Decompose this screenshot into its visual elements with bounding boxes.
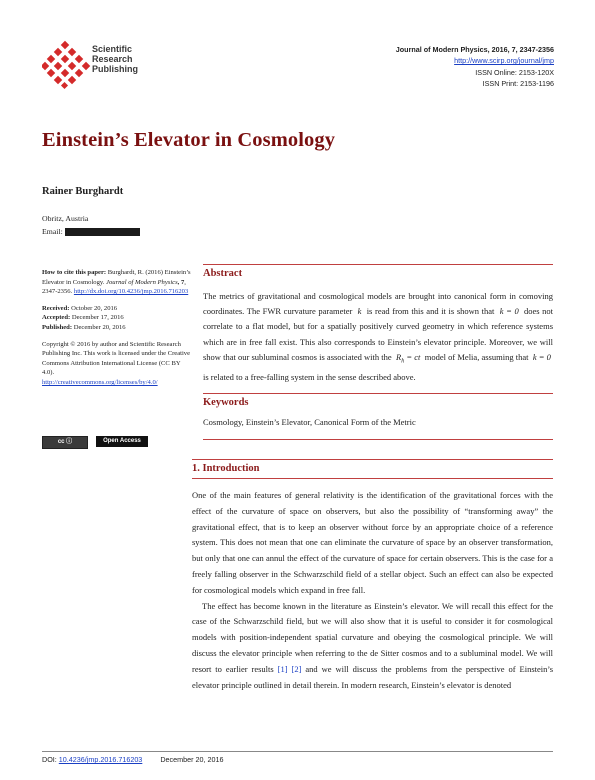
keywords-heading: Keywords	[203, 397, 249, 408]
received-label: Received:	[42, 304, 70, 312]
footer-date: December 20, 2016	[160, 755, 224, 764]
intro-paragraph-1: One of the main features of general relativity is the identification of the gravitational forces with the effect of the curvature of space on observers, but also the possibility of “transforming away” the gravitational effect, that is to keep an observer without force by an appropriate choice of a reference system. This does not mean that one can eliminate the curvature of space by an observer transformation, but only that one can annul the effect of the curvature of space for certain observers. This is the case for a freely falling observer in the Schwarzschild field of a stellar object. Such an effect can also be expected for cosmological models which expand in free fall.	[192, 490, 553, 595]
journal-url-link[interactable]: http://www.scirp.org/journal/jmp	[454, 56, 554, 66]
abstract-part-1: The metrics of gravitational and cosmological models are brought into canonical form in comoving coordinates. The FWR curvature parameter	[203, 291, 553, 317]
reference-2-link[interactable]: [2]	[291, 663, 302, 674]
publisher-line-1: Scientific	[92, 44, 133, 54]
cite-text: Burghardt, R. (2016) Einstein’s Elevator in Cosmology.	[42, 269, 191, 286]
cite-label: How to cite this paper:	[42, 269, 107, 276]
open-access-badge: Open Access	[96, 436, 148, 447]
accepted-date: December 17, 2016	[71, 314, 124, 322]
reference-1-link[interactable]: [1]	[277, 663, 288, 674]
intro-bottom-rule	[192, 478, 553, 479]
math-k: k	[357, 306, 362, 317]
license-link[interactable]: http://creativecommons.org/licenses/by/4.0/	[42, 378, 158, 386]
math-k-zero-2: k = 0	[532, 351, 551, 362]
copyright-block	[42, 340, 192, 388]
abstract-part-2: is read from this and it is shown that	[366, 306, 495, 317]
dates	[42, 304, 192, 333]
license-badges	[42, 436, 148, 454]
redacted-email	[65, 228, 140, 236]
published-label: Published:	[42, 323, 73, 331]
logo-diamond-icon	[42, 41, 90, 89]
cite-journal: Journal of Modern Physics	[106, 278, 178, 286]
publisher-line-2: Research	[92, 54, 133, 64]
abstract-top-rule	[203, 264, 553, 265]
intro-top-rule	[192, 459, 553, 460]
doi-link[interactable]: 10.4236/jmp.2016.716203	[58, 755, 143, 764]
abstract-heading: Abstract	[203, 268, 243, 279]
issn-online: ISSN Online: 2153-120X	[475, 67, 554, 77]
abstract-text	[203, 289, 553, 385]
publisher-line-3: Publishing	[92, 64, 138, 74]
abstract-part-4: model of Melia, assuming that	[424, 351, 529, 362]
footer-rule	[42, 751, 553, 752]
keywords-text: Cosmology, Einstein’s Elevator, Canonical Form of the Metric	[203, 417, 416, 427]
doi-label: DOI:	[42, 755, 57, 764]
intro-p2-end: and we will discuss the problems from the perspective of Einstein’s elevator principle outlined in detail therein. In modern research, Einstein’s elevator is denoted	[192, 663, 554, 690]
cite-pages: , 2347-2356.	[42, 278, 186, 296]
article-metadata	[42, 268, 192, 395]
abstract-part-3: does not correlate to a flat model, but for a spatially positively curved geometry in which reference systems which are in free fall exist. This also corresponds to Einstein’s elevator principle. Moreover, we will show that our subluminal cosmos is associated with the	[203, 306, 554, 362]
keywords-top-rule	[203, 393, 553, 394]
cc-by-icon[interactable]: cc ⓘ	[42, 436, 88, 449]
math-rh-ct: $R_h$ = ct	[396, 351, 421, 365]
intro-p2-start: The effect has become known in the literature as Einstein’s elevator. We will recall this effect for the case of the Schwarzschild field, but we will also show that it is useful to consider it for cosmological models with position-independent spatial curvature and obeying the cosmological principle. We will discuss the elevator principle when referring to the de Sitter cosmos and to a subluminal model. We will resort to earlier results	[192, 600, 553, 674]
intro-paragraph-2	[192, 599, 553, 694]
page-footer	[42, 755, 223, 764]
cite-volume: , 7	[177, 278, 185, 286]
issn-print: ISSN Print: 2153-1196	[482, 79, 554, 89]
affiliation: Obritz, Austria	[42, 214, 89, 223]
author-name: Rainer Burghardt	[42, 186, 124, 197]
journal-citation: Journal of Modern Physics, 2016, 7, 2347-2356	[395, 45, 554, 54]
email-label: Email:	[42, 227, 63, 236]
published-date: December 20, 2016	[73, 323, 126, 331]
journal-info	[396, 44, 554, 90]
keywords-bottom-rule	[203, 439, 553, 440]
copyright-text: Copyright © 2016 by author and Scientific Research Publishing Inc. This work is licensed under the Creative Commons Attribution International License (CC BY 4.0).	[42, 340, 191, 377]
introduction-heading: 1. Introduction	[192, 463, 260, 474]
received-date: October 20, 2016	[71, 304, 118, 312]
accepted-label: Accepted:	[42, 314, 71, 322]
publisher-name	[92, 44, 138, 74]
math-k-zero: k = 0	[499, 306, 519, 317]
abstract-part-5: is related to a free-falling system in the sense described above.	[203, 371, 416, 382]
introduction-body	[192, 488, 553, 693]
how-to-cite	[42, 268, 192, 297]
paper-title: Einstein’s Elevator in Cosmology	[42, 129, 336, 151]
cite-doi-link[interactable]: http://dx.doi.org/10.4236/jmp.2016.716203	[73, 288, 189, 296]
affiliation-block	[42, 212, 140, 238]
